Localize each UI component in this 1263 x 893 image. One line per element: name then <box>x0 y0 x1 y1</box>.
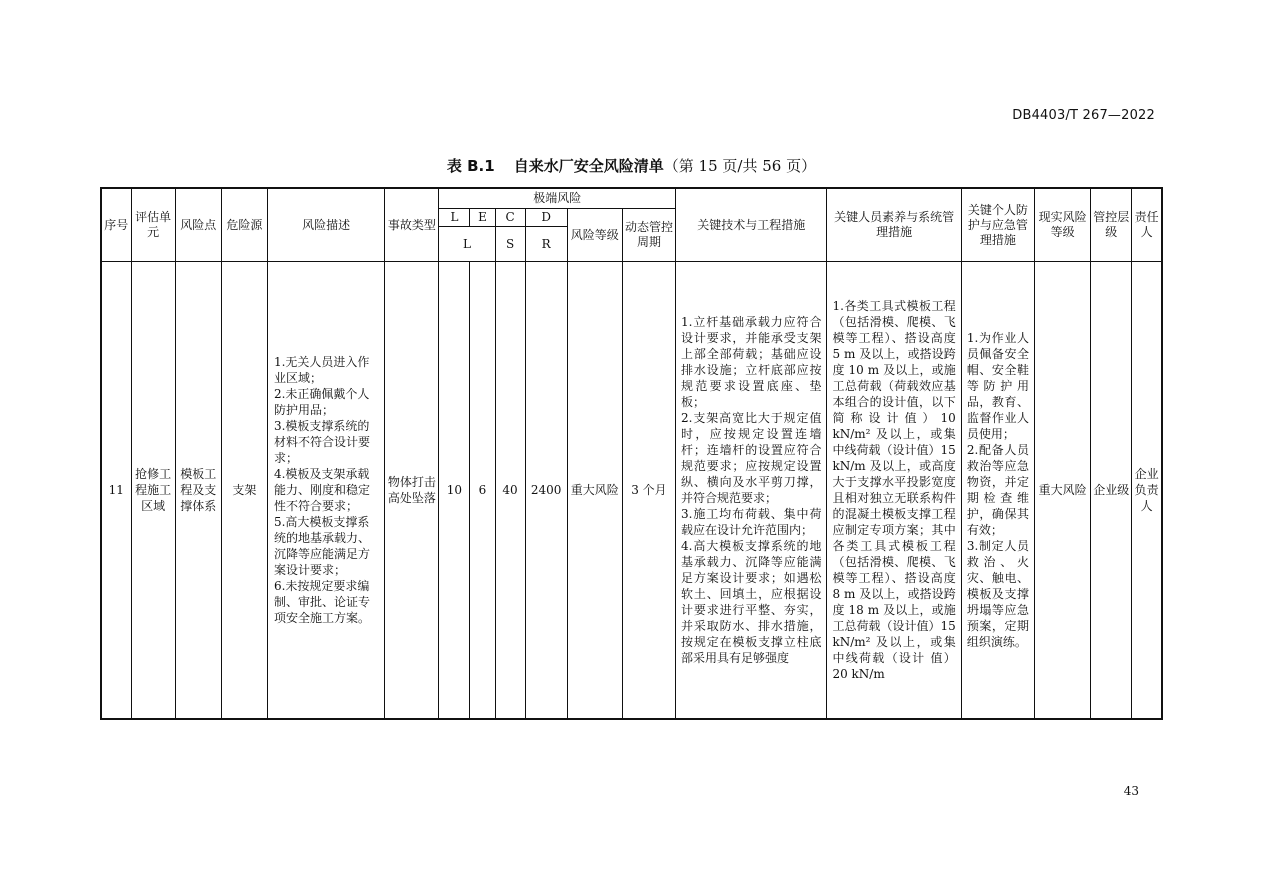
cell-control: 企业级 <box>1091 262 1132 720</box>
table-number: 表 B.1 <box>446 157 495 175</box>
header-D: D <box>525 209 567 227</box>
cell-E: 6 <box>470 262 495 720</box>
risk-table <box>100 187 1163 720</box>
header-R: R <box>525 227 567 262</box>
header-S: S <box>495 227 525 262</box>
table-name: 自来水厂安全风险清单 <box>513 157 664 175</box>
header-seq: 序号 <box>101 188 131 262</box>
header-point: 风险点 <box>175 188 221 262</box>
cell-L: 10 <box>439 262 470 720</box>
cell-resp: 企业负责人 <box>1132 262 1162 720</box>
header-L: L <box>439 209 470 227</box>
page-number: 43 <box>1123 784 1139 798</box>
cell-cycle: 3 个月 <box>622 262 675 720</box>
table-page-info: （第 15 页/共 56 页） <box>663 157 817 175</box>
header-hazard: 危险源 <box>221 188 267 262</box>
header-accident: 事故类型 <box>385 188 439 262</box>
table-title <box>0 155 1263 176</box>
cell-current: 重大风险 <box>1035 262 1091 720</box>
header-L2: L <box>439 227 495 262</box>
header-current: 现实风险等级 <box>1035 188 1091 262</box>
cell-D: 2400 <box>525 262 567 720</box>
header-C: C <box>495 209 525 227</box>
header-control: 管控层级 <box>1091 188 1132 262</box>
cell-personnel: 1.各类工具式模板工程（包括滑模、爬模、飞模等工程）、搭设高度 5 m 及以上，或搭设跨度 10 m 及以上，或施工总荷载（荷载效应基本组合的设计值，以下简称设计值）10 kN/m² 及以上，或集中线荷载（设计值）15 kN/m 及以上，或高度大于支撑水平投影宽度且相对独立无联系构件的混凝土模板支撑工程应制定专项方案；其中各类工具式模板工程（包括滑模、爬模、飞模等工程）、搭设高度 8 m 及以上，或搭设跨度 18 m 及以上，或施工总荷载（设计值）15 kN/m² 及以上，或集中线荷载（设计 值）20 kN/m <box>827 262 961 720</box>
cell-accident: 物体打击高处坠落 <box>385 262 439 720</box>
header-cycle: 动态管控周期 <box>622 209 675 262</box>
header-unit: 评估单元 <box>131 188 175 262</box>
cell-protection: 1.为作业人员佩备安全帽、安全鞋等防护用品，教育、监督作业人员使用； 2.配备人员救治等应急物资，并定期检查维护，确保其有效； 3.制定人员救治、火灾、触电、模板及支撑坍塌等应急预案，定期组织演练。 <box>961 262 1034 720</box>
header-extreme-risk: 极端风险 <box>439 188 676 209</box>
cell-level: 重大风险 <box>567 262 622 720</box>
header-E: E <box>470 209 495 227</box>
cell-point: 模板工程及支撑体系 <box>175 262 221 720</box>
document-code: DB4403/T 267—2022 <box>1012 108 1155 123</box>
header-resp: 责任人 <box>1132 188 1162 262</box>
cell-hazard: 支架 <box>221 262 267 720</box>
cell-desc: 1.无关人员进入作业区域； 2.未正确佩戴个人防护用品； 3.模板支撑系统的材料不符合设计要求； 4.模板及支架承载能力、刚度和稳定性不符合要求； 5.高大模板支撑系统的地基承载力、沉降等应能满足方案设计要求； 6.未按规定要求编制、审批、论证专项安全施工方案。 <box>267 262 384 720</box>
cell-C: 40 <box>495 262 525 720</box>
header-tech: 关键技术与工程措施 <box>676 188 827 262</box>
cell-tech: 1.立杆基础承载力应符合设计要求，并能承受支架上部全部荷载；基础应设排水设施；立杆底部应按规范要求设置底座、垫板； 2.支架高宽比大于规定值时，应按规定设置连墙杆；连墙杆的设置应符合规范要求；应按规定设置纵、横向及水平剪刀撑，并符合规范要求； 3.施工均布荷载、集中荷载应在设计允许范围内； 4.高大模板支撑系统的地基承载力、沉降等应能满足方案设计要求；如遇松软土、回填土，应根据设计要求进行平整、夯实，并采取防水、排水措施，按规定在模板支撑立柱底部采用具有足够强度 <box>676 262 827 720</box>
cell-seq: 11 <box>101 262 131 720</box>
header-level: 风险等级 <box>567 209 622 262</box>
header-desc: 风险描述 <box>267 188 384 262</box>
table-row <box>101 262 1162 720</box>
header-protection: 关键个人防护与应急管理措施 <box>961 188 1034 262</box>
cell-unit: 抢修工程施工区域 <box>131 262 175 720</box>
header-personnel: 关键人员素养与系统管理措施 <box>827 188 961 262</box>
